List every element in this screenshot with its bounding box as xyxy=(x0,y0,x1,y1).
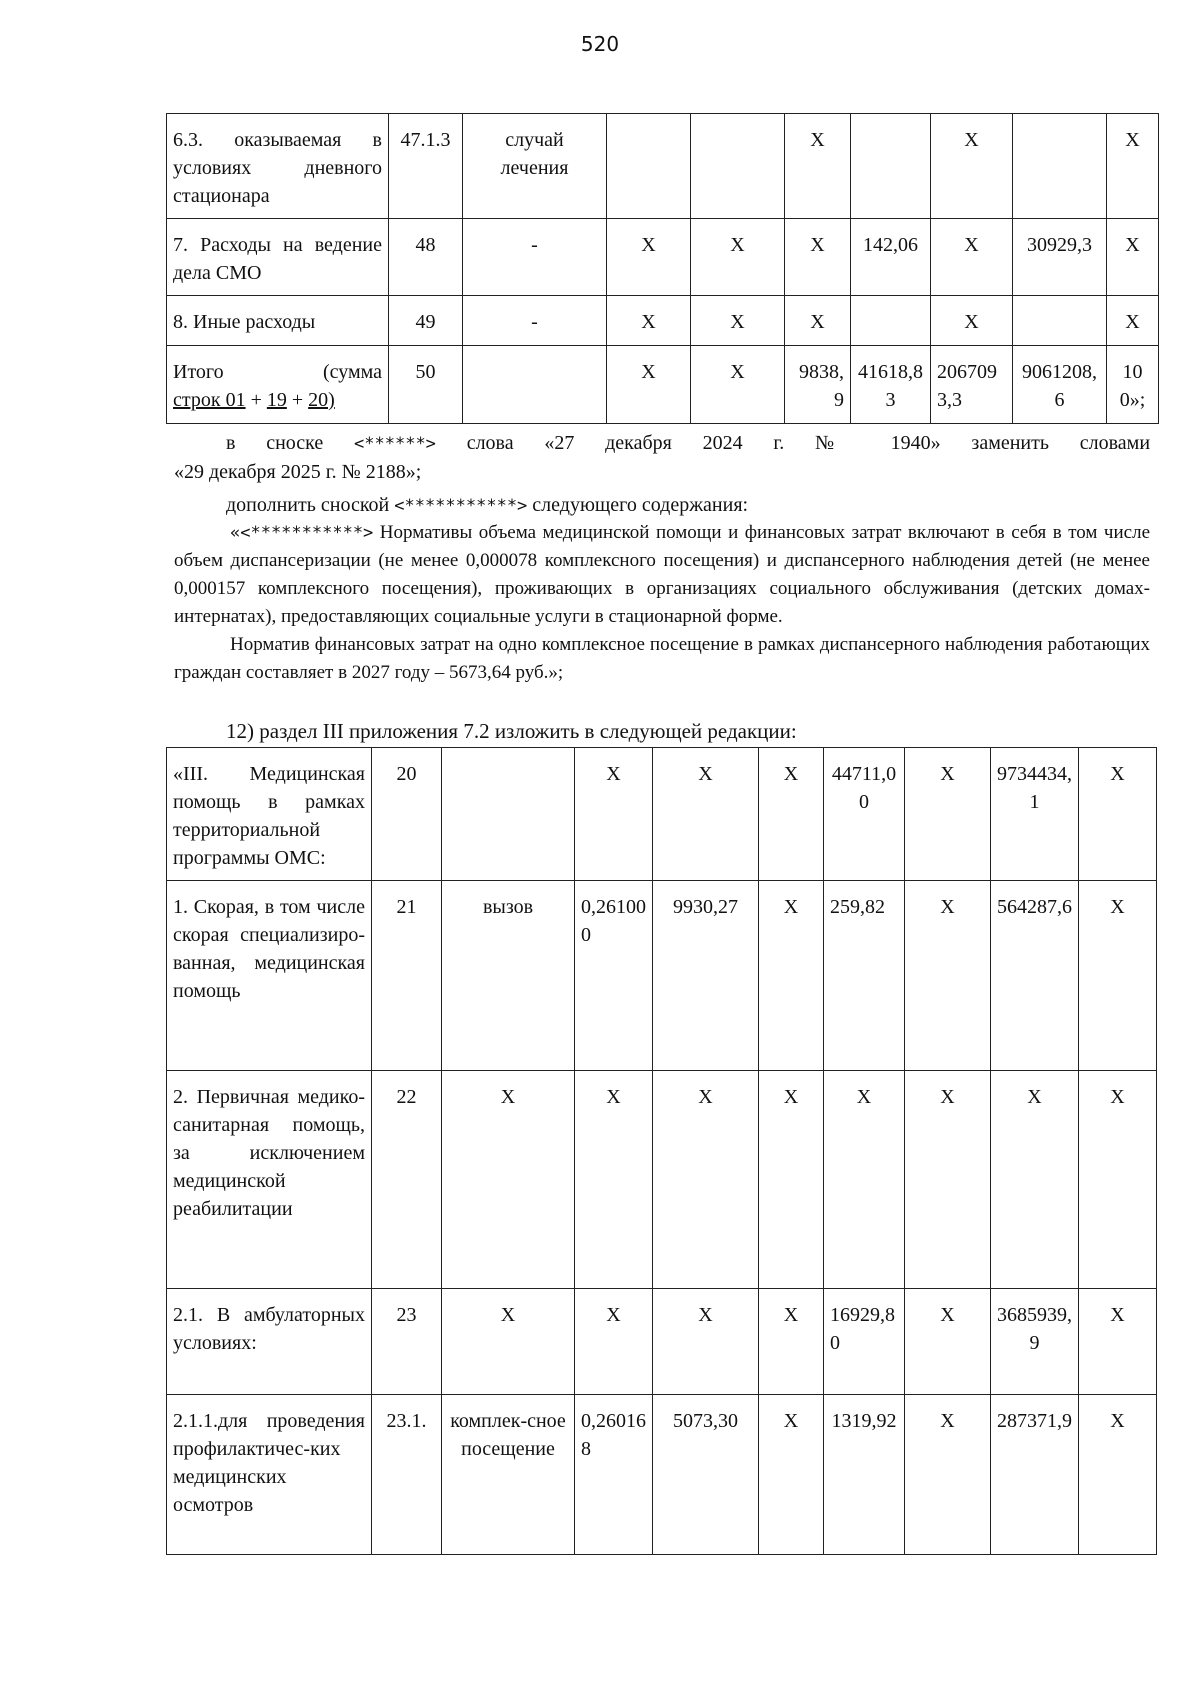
cell: X xyxy=(905,1071,991,1289)
footnote-line: «29 декабря 2025 г. № 2188»; xyxy=(174,461,422,483)
unit: - xyxy=(463,219,607,296)
row-code: 49 xyxy=(389,296,463,346)
row-code: 23 xyxy=(372,1289,442,1395)
row-label: «III. Медицинская помощь в рамках территориальной программы ОМС: xyxy=(167,748,372,881)
cell: 41618,83 xyxy=(851,346,931,424)
cell xyxy=(607,114,691,219)
cell: X xyxy=(653,1289,759,1395)
cell: X xyxy=(759,881,824,1071)
norm-text xyxy=(174,519,1150,631)
unit xyxy=(463,346,607,424)
cell: X xyxy=(905,1395,991,1555)
cell xyxy=(1013,296,1107,346)
table-section-iii xyxy=(166,747,1157,1555)
cell: 44711,00 xyxy=(824,748,905,881)
cell: X xyxy=(759,1289,824,1395)
table-row xyxy=(167,114,1159,219)
table-row xyxy=(167,1395,1157,1555)
cell: 30929,3 xyxy=(1013,219,1107,296)
text-fragment: слова «27 декабря 2024 г. № 1940» заменить словами xyxy=(466,432,1151,454)
cell: X xyxy=(785,219,851,296)
row-label: 1. Скорая, в том числе скорая специализиро-ванная, медицинская помощь xyxy=(167,881,372,1071)
unit: X xyxy=(442,1289,575,1395)
cell: X xyxy=(759,748,824,881)
sum-ref: строк 01 xyxy=(173,389,246,411)
cell: 100»; xyxy=(1107,346,1159,424)
cell: 16929,80 xyxy=(824,1289,905,1395)
cell: X xyxy=(785,114,851,219)
cell: X xyxy=(931,219,1013,296)
row-label: 2.1.1.для проведения профилактичес-ких медицинских осмотров xyxy=(167,1395,372,1555)
row-code: 48 xyxy=(389,219,463,296)
row-code: 50 xyxy=(389,346,463,424)
total-sum-rows xyxy=(173,386,382,414)
section-title: 12) раздел III приложения 7.2 изложить в следующей редакции: xyxy=(226,719,797,743)
row-label: 7. Расходы на ведение дела СМО xyxy=(167,219,389,296)
row-code: 23.1. xyxy=(372,1395,442,1555)
cell: 0,260168 xyxy=(575,1395,653,1555)
total-label: Итого (сумма xyxy=(173,361,382,383)
table-row-total xyxy=(167,346,1159,424)
unit: - xyxy=(463,296,607,346)
add-footnote xyxy=(174,491,1150,520)
table-row xyxy=(167,881,1157,1071)
norm-text-2: Норматив финансовых затрат на одно комплексное посещение в рамках диспансерного наблюдения работающих граждан составляет в 2027 году – 5673,64 руб.»; xyxy=(174,634,1150,683)
text-fragment: дополнить сноской xyxy=(226,494,390,516)
footnote-mark: <******> xyxy=(354,434,436,454)
sum-ref: 20) xyxy=(308,389,335,411)
cell: X xyxy=(905,1289,991,1395)
cell: 2067093,3 xyxy=(931,346,1013,424)
footnote-mark: «<***********> xyxy=(230,523,374,543)
plus-sign: + xyxy=(291,389,304,411)
row-label xyxy=(167,346,389,424)
table-continued xyxy=(166,113,1159,424)
cell xyxy=(851,296,931,346)
cell: X xyxy=(607,219,691,296)
cell: X xyxy=(1079,1289,1157,1395)
cell: X xyxy=(1107,114,1159,219)
cell xyxy=(691,114,785,219)
unit: X xyxy=(442,1071,575,1289)
cell: 9061208,6 xyxy=(1013,346,1107,424)
cell: 287371,9 xyxy=(991,1395,1079,1555)
cell: X xyxy=(785,296,851,346)
cell: 1319,92 xyxy=(824,1395,905,1555)
unit: случай лечения xyxy=(463,114,607,219)
cell: X xyxy=(653,1071,759,1289)
footnote-mark: <***********> xyxy=(394,496,528,516)
cell: 5073,30 xyxy=(653,1395,759,1555)
row-label: 2.1. В амбулаторных условиях: xyxy=(167,1289,372,1395)
row-code: 20 xyxy=(372,748,442,881)
sum-ref: 19 xyxy=(266,389,287,411)
text-fragment: Нормативы объема медицинской помощи и финансовых затрат включают в себя в том числе объем диспансеризации (не менее 0,000078 комплексного посещения) и диспансерного наблюдения детей (не менее 0,000157 комплексного посещения), проживающих в организациях социального обслуживания (детских домах-интернатах), предоставляющих социальные услуги в стационарной форме. xyxy=(174,522,1150,627)
unit: вызов xyxy=(442,881,575,1071)
cell: 9930,27 xyxy=(653,881,759,1071)
cell: X xyxy=(575,1289,653,1395)
cell: X xyxy=(575,1071,653,1289)
cell: X xyxy=(691,219,785,296)
cell: X xyxy=(1079,1395,1157,1555)
cell: X xyxy=(1079,881,1157,1071)
norm-paragraph xyxy=(174,519,1150,687)
footnote-amendment xyxy=(174,429,1150,486)
unit xyxy=(442,748,575,881)
text-fragment: следующего содержания: xyxy=(532,494,749,516)
cell xyxy=(1013,114,1107,219)
table-row xyxy=(167,748,1157,881)
cell: X xyxy=(1079,748,1157,881)
cell: 3685939,9 xyxy=(991,1289,1079,1395)
cell: X xyxy=(824,1071,905,1289)
cell: X xyxy=(653,748,759,881)
row-label: 2. Первичная медико-санитарная помощь, за исключением медицинской реабилитации xyxy=(167,1071,372,1289)
cell: X xyxy=(607,296,691,346)
cell: X xyxy=(759,1071,824,1289)
cell: 142,06 xyxy=(851,219,931,296)
cell: X xyxy=(905,881,991,1071)
cell: X xyxy=(607,346,691,424)
cell: X xyxy=(1107,219,1159,296)
cell: X xyxy=(1107,296,1159,346)
table-row xyxy=(167,1289,1157,1395)
cell: X xyxy=(691,296,785,346)
cell: X xyxy=(691,346,785,424)
table-row xyxy=(167,219,1159,296)
row-label: 8. Иные расходы xyxy=(167,296,389,346)
text-fragment: в сноске xyxy=(226,432,324,454)
cell: X xyxy=(1079,1071,1157,1289)
unit: комплек-сное посещение xyxy=(442,1395,575,1555)
table-row xyxy=(167,296,1159,346)
cell: 9838,9 xyxy=(785,346,851,424)
row-label: 6.3. оказываемая в условиях дневного стационара xyxy=(167,114,389,219)
cell: X xyxy=(905,748,991,881)
plus-sign: + xyxy=(250,389,262,411)
cell: X xyxy=(575,748,653,881)
cell: 0,261000 xyxy=(575,881,653,1071)
cell: X xyxy=(931,296,1013,346)
cell: 9734434,1 xyxy=(991,748,1079,881)
row-code: 21 xyxy=(372,881,442,1071)
cell: X xyxy=(759,1395,824,1555)
cell: 564287,6 xyxy=(991,881,1079,1071)
cell: X xyxy=(991,1071,1079,1289)
page-number: 520 xyxy=(580,32,620,56)
row-code: 47.1.3 xyxy=(389,114,463,219)
cell: X xyxy=(931,114,1013,219)
footnote-line xyxy=(174,429,1150,458)
table-row xyxy=(167,1071,1157,1289)
cell: 259,82 xyxy=(824,881,905,1071)
cell xyxy=(851,114,931,219)
row-code: 22 xyxy=(372,1071,442,1289)
